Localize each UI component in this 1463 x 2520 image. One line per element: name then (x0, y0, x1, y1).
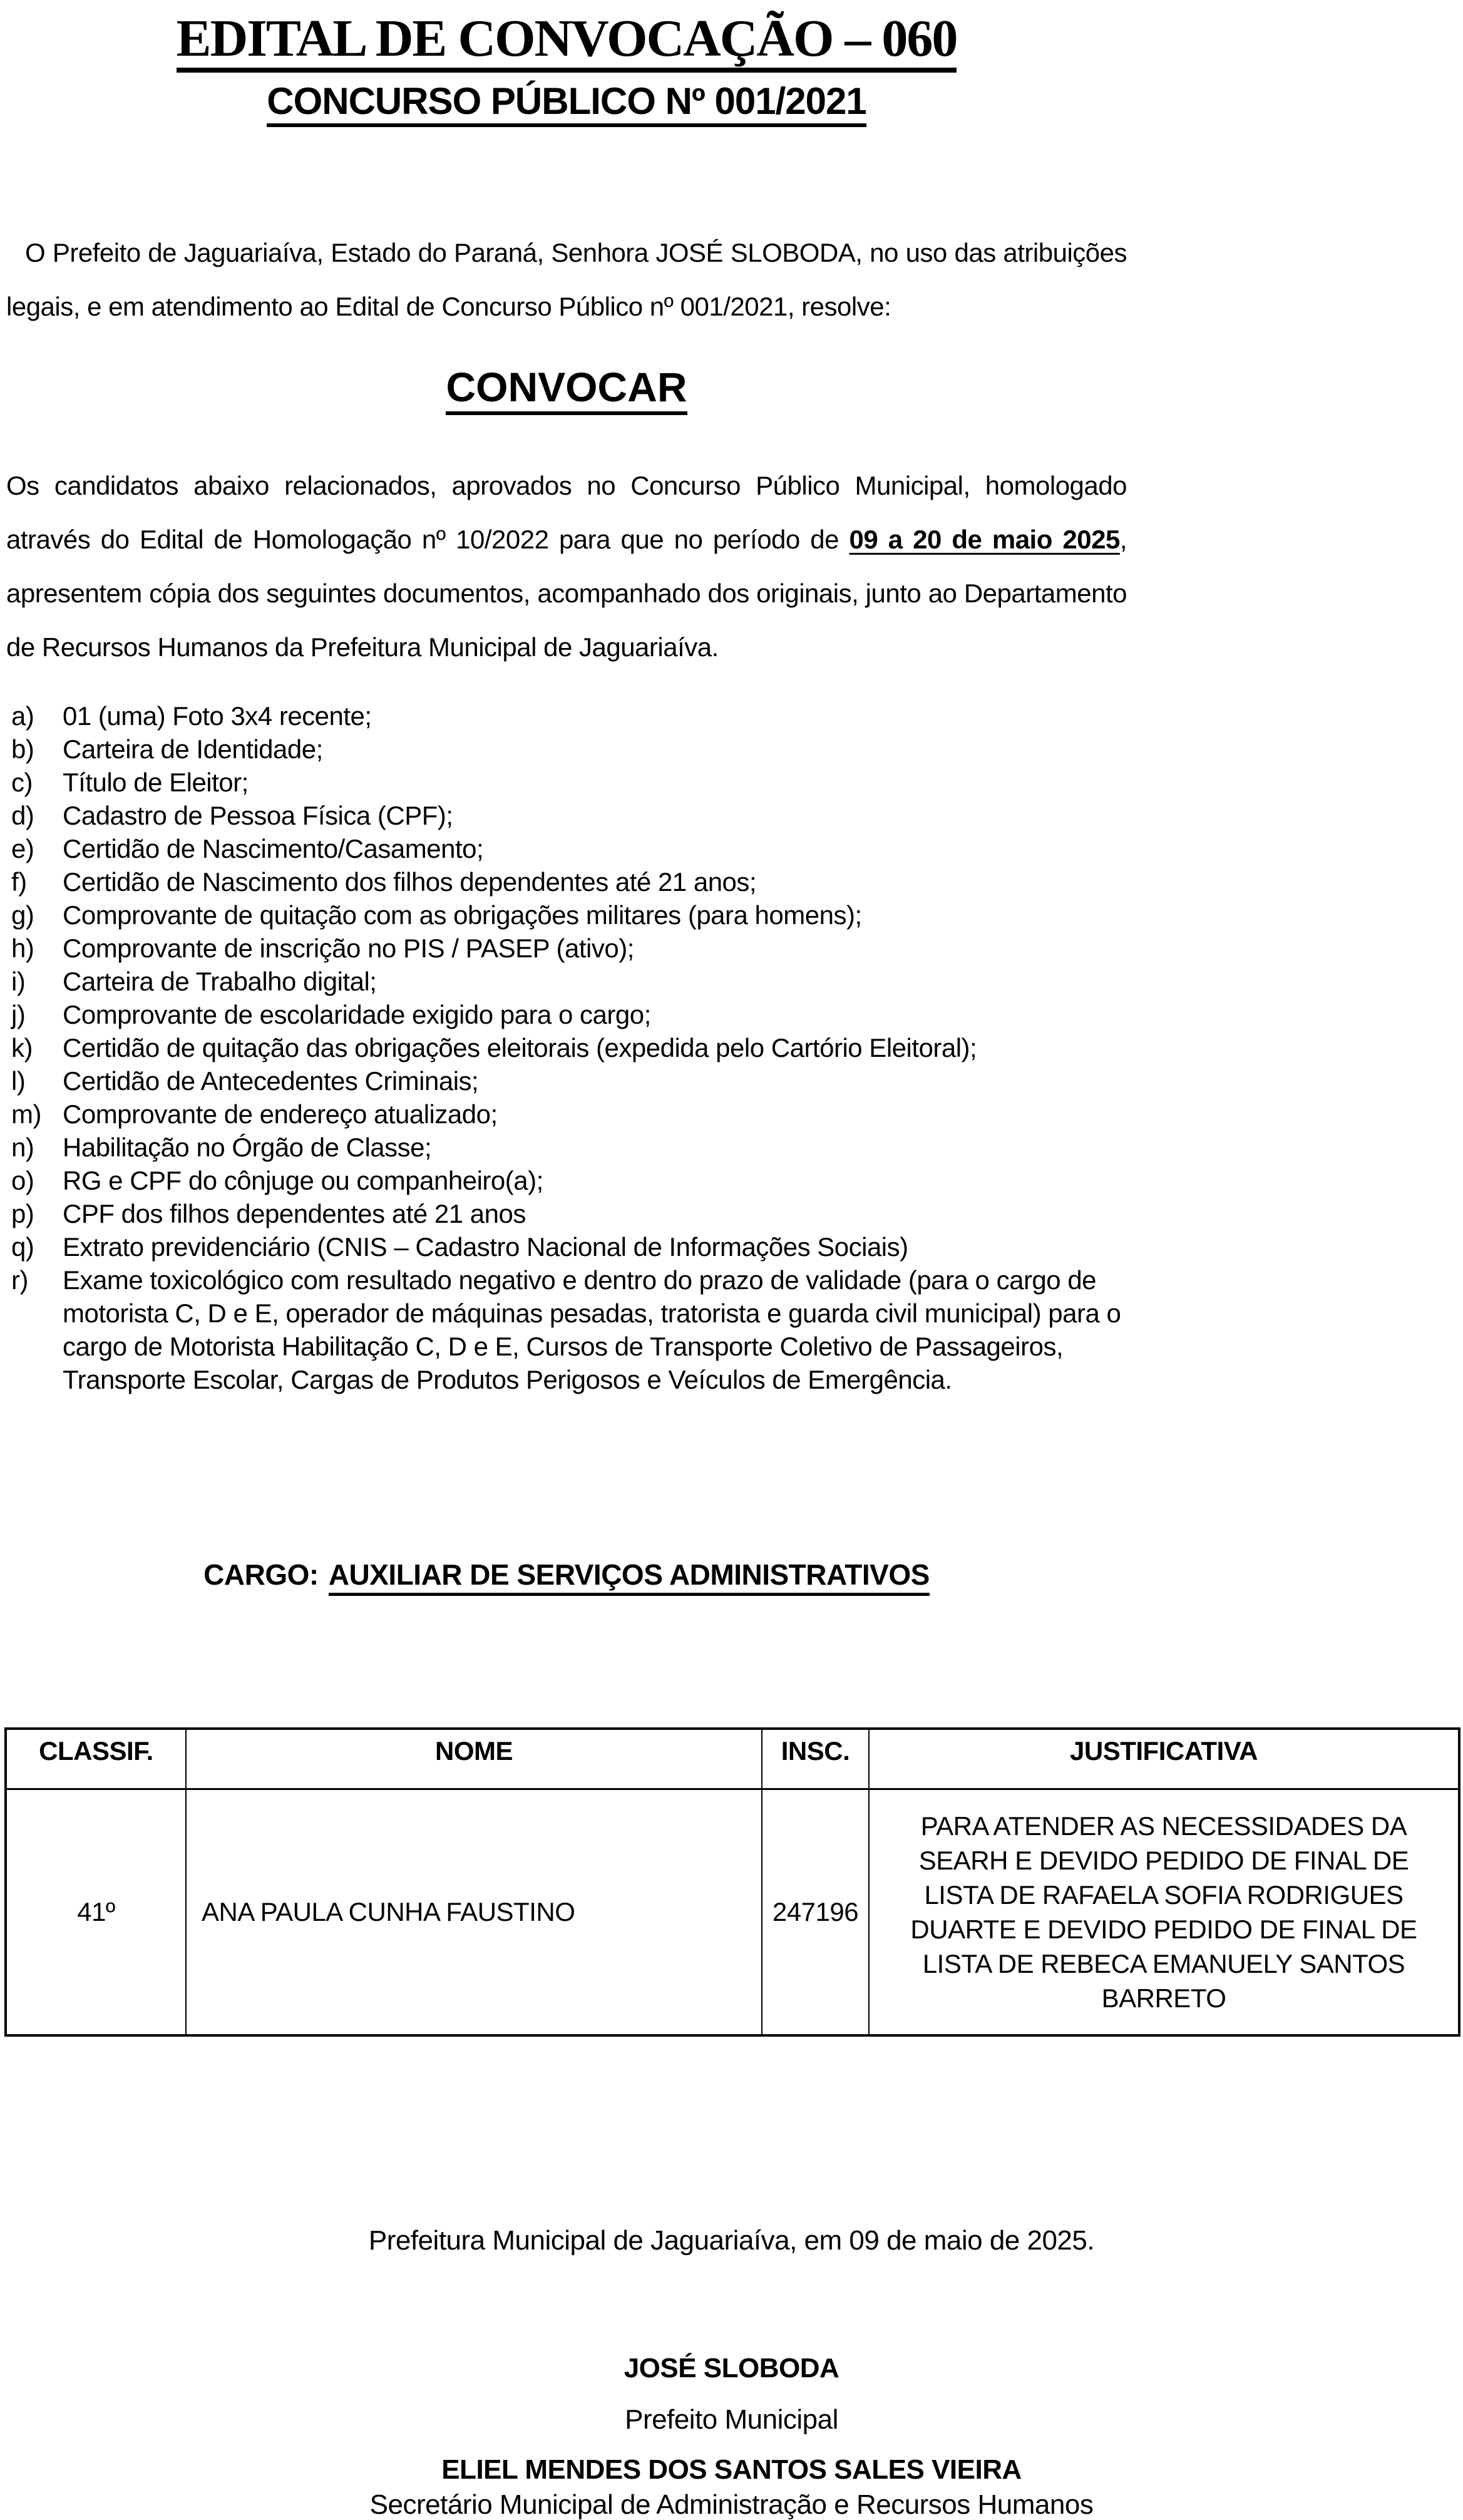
list-item-marker: l) (11, 1066, 26, 1096)
list-item-marker: k) (11, 1033, 33, 1063)
list-item-marker: e) (11, 834, 34, 864)
page-subtitle (6, 81, 1127, 127)
dateline: Prefeitura Municipal de Jaguariaíva, em 09 de maio de 2025. (368, 2225, 1095, 2256)
list-item-text: Carteira de Trabalho digital; (63, 967, 377, 997)
list-item (6, 865, 1127, 898)
list-item-text: Certidão de Antecedentes Criminais; (63, 1066, 479, 1096)
list-item (6, 1131, 1127, 1164)
list-item-marker: m) (11, 1099, 41, 1129)
list-item (6, 1164, 1127, 1197)
list-item-text: RG e CPF do cônjuge ou companheiro(a); (63, 1166, 543, 1196)
document-body-column (6, 11, 1127, 1596)
list-item (6, 1230, 1127, 1263)
list-item-text: Extrato previdenciário (CNIS – Cadastro Nacional de Informações Sociais) (63, 1232, 908, 1262)
col-header-justificativa: JUSTIFICATIVA (869, 1729, 1459, 1789)
col-header-nome: NOME (186, 1729, 762, 1789)
list-item-text: Título de Eleitor; (63, 768, 249, 798)
document-page (0, 9, 1463, 2520)
list-item (6, 733, 1127, 766)
list-item-marker: h) (11, 933, 34, 964)
list-item (6, 799, 1127, 832)
list-item-marker: r) (11, 1265, 28, 1295)
signature-name: JOSÉ SLOBODA (624, 2353, 839, 2384)
list-item-text: 01 (uma) Foto 3x4 recente; (63, 701, 372, 731)
convocation-period: 09 a 20 de maio 2025 (849, 525, 1120, 555)
list-item-marker: g) (11, 900, 34, 930)
list-item-marker: p) (11, 1199, 34, 1229)
col-header-classif: CLASSIF. (6, 1729, 186, 1789)
table-header-row (6, 1729, 1459, 1789)
cell-justificativa: PARA ATENDER AS NECESSIDADES DA SEARH E DEVIDO PEDIDO DE FINAL DE LISTA DE RAFAELA SOFIA RODRIGUES DUARTE E DEVIDO PEDIDO DE FINAL DE LISTA DE REBECA EMANUELY SANTOS BARRETO (869, 1789, 1459, 2036)
list-item-text: Comprovante de quitação com as obrigações militares (para homens); (63, 900, 862, 930)
list-item-marker: i) (11, 967, 26, 997)
cargo-value: AUXILIAR DE SERVIÇOS ADMINISTRATIVOS (329, 1558, 930, 1596)
cell-classif: 41º (6, 1789, 186, 2036)
list-item (6, 898, 1127, 932)
list-item-text: Certidão de quitação das obrigações eleitorais (expedida pelo Cartório Eleitoral); (63, 1033, 977, 1063)
cargo-label: CARGO: (203, 1558, 319, 1592)
list-item-text: Cadastro de Pessoa Física (CPF); (63, 801, 453, 831)
list-item-marker: a) (11, 701, 34, 731)
list-item (6, 1098, 1127, 1131)
cell-nome: ANA PAULA CUNHA FAUSTINO (186, 1789, 762, 2036)
convocation-text-before: Os candidatos abaixo relacionados, aprovados no Concurso Público Municipal, homologado através do Edital de Homologação nº 10/2022 para que no período de (6, 471, 1127, 555)
list-item-marker: f) (11, 867, 27, 897)
list-item (6, 766, 1127, 799)
list-item-marker: n) (11, 1133, 34, 1163)
convocation-paragraph (6, 459, 1127, 674)
intro-paragraph: O Prefeito de Jaguariaíva, Estado do Paraná, Senhora JOSÉ SLOBODA, no uso das atribuições legais, e em atendimento ao Edital de Concurso Público nº 001/2021, resolve: (6, 238, 1127, 322)
table-row (6, 1789, 1459, 2036)
signature-role: Secretário Municipal de Administração e Recursos Humanos (369, 2489, 1094, 2520)
list-item-text: Comprovante de escolaridade exigido para o cargo; (63, 1000, 651, 1030)
list-item-marker: j) (11, 1000, 26, 1030)
documents-list (6, 699, 1127, 1396)
list-item-text: Certidão de Nascimento dos filhos dependentes até 21 anos; (63, 867, 757, 897)
convocar-heading-text: CONVOCAR (446, 366, 687, 415)
list-item-text: Comprovante de inscrição no PIS / PASEP (ativo); (63, 933, 634, 964)
convocar-heading (6, 366, 1127, 415)
list-item (6, 832, 1127, 865)
list-item (6, 998, 1127, 1031)
list-item (6, 1064, 1127, 1098)
list-item-text: CPF dos filhos dependentes até 21 anos (63, 1199, 526, 1229)
list-item-marker: q) (11, 1232, 34, 1262)
cell-insc: 247196 (762, 1789, 869, 2036)
list-item-marker: o) (11, 1166, 34, 1196)
list-item-text: Exame toxicológico com resultado negativo e dentro do prazo de validade (para o cargo de motorista C, D e E, operador de máquinas pesadas, tratorista e guarda civil municipal) para o cargo de Motorista Habilitação C, D e E, Cursos de Transporte Coletivo de Passageiros, Transporte Escolar, Cargas de Produtos Perigosos e Veículos de Emergência. (63, 1265, 1121, 1395)
col-header-insc: INSC. (762, 1729, 869, 1789)
list-item (6, 1031, 1127, 1064)
page-title-text: EDITAL DE CONVOCAÇÃO – 060 (177, 11, 957, 73)
list-item-marker: d) (11, 801, 34, 831)
cargo-line (6, 1558, 1127, 1596)
list-item-text: Certidão de Nascimento/Casamento; (63, 834, 484, 864)
list-item-text: Habilitação no Órgão de Classe; (63, 1133, 432, 1163)
list-item (6, 932, 1127, 965)
list-item (6, 699, 1127, 733)
signature-role: Prefeito Municipal (625, 2404, 838, 2435)
list-item-marker: c) (11, 768, 33, 798)
list-item (6, 965, 1127, 998)
signature-block (0, 2352, 1463, 2519)
signature-name: ELIEL MENDES DOS SANTOS SALES VIEIRA (441, 2454, 1022, 2486)
list-item (6, 1263, 1127, 1396)
list-item-marker: b) (11, 734, 34, 764)
convocation-text-after: , apresentem cópia dos seguintes documentos, acompanhado dos originais, junto ao Departamento de Recursos Humanos da Prefeitura Municipal de Jaguariaíva. (6, 525, 1127, 662)
list-item-text: Carteira de Identidade; (63, 734, 323, 764)
candidates-table (4, 1727, 1460, 2037)
list-item-text: Comprovante de endereço atualizado; (63, 1099, 498, 1129)
list-item (6, 1197, 1127, 1230)
page-subtitle-text: CONCURSO PÚBLICO Nº 001/2021 (267, 81, 866, 127)
page-title (6, 11, 1127, 73)
